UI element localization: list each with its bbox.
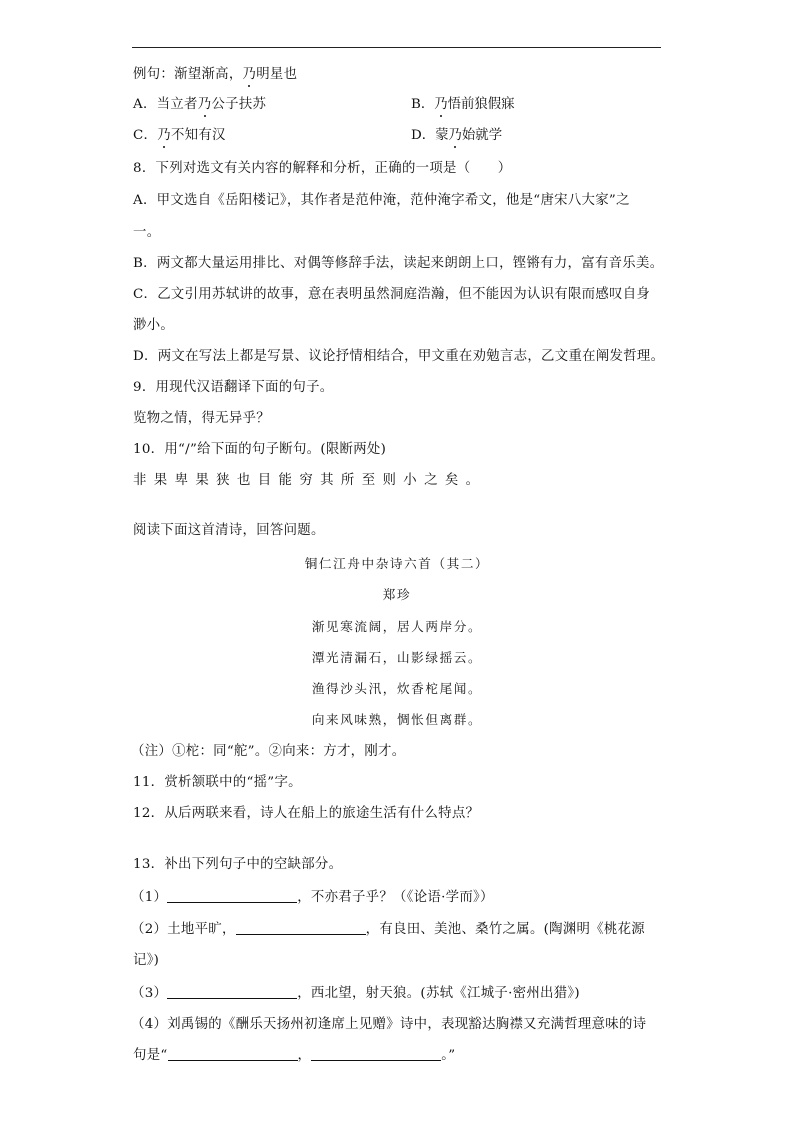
q11-stem: 11．赏析颔联中的“摇”字。 [133, 775, 302, 790]
q13-item-3 [131, 986, 580, 1000]
fill-blank[interactable] [167, 986, 297, 999]
q13-item-1 [131, 890, 494, 904]
poem-intro: 阅读下面这首清诗，回答问题。 [133, 523, 325, 538]
q8-option-c-cont: 渺小。 [133, 318, 175, 333]
q13-item-2 [131, 922, 645, 936]
item-number: （4） [131, 1017, 168, 1032]
q8-option-b: B．两文都大量运用排比、对偶等修辞手法，读起来朗朗上口，铿锵有力，富有音乐美。 [133, 256, 664, 271]
q8-option-a-cont: 一。 [133, 225, 161, 240]
option-letter: B． [411, 97, 435, 112]
q9-sentence: 览物之情，得无异乎？ [133, 411, 270, 426]
item-number: （1） [131, 890, 168, 905]
q7-option-a [133, 98, 266, 111]
q13-stem: 13．补出下列句子中的空缺部分。 [133, 857, 343, 872]
poem-line: 渔得沙头汛，炊香柁尾闻。 [311, 681, 483, 696]
item-text: ， [297, 1048, 312, 1063]
item-text: 刘禹锡的《酬乐天扬州初逢席上见赠》诗中，表现豁达胸襟又充满哲理意味的诗 [167, 1017, 647, 1032]
q9-stem: 9．用现代汉语翻译下面的句子。 [133, 380, 334, 395]
poem-author: 郑珍 [382, 587, 412, 602]
q13-item-2-cont: 记》) [133, 953, 160, 968]
item-number: （3） [131, 986, 168, 1001]
example-marked-char: 乃 [242, 67, 257, 82]
item-text: 句是“ [133, 1048, 168, 1063]
option-marked-char: 乃 [157, 128, 171, 143]
example-prefix: 例句：渐望渐高， [133, 67, 243, 82]
q7-option-d [411, 129, 502, 142]
q7-option-c [133, 129, 226, 142]
option-post: 始就学 [461, 128, 503, 143]
option-pre: 蒙 [435, 128, 449, 143]
fill-blank[interactable] [168, 1048, 298, 1061]
poem-line: 渐见寒流阔，居人两岸分。 [311, 619, 483, 634]
q12-stem: 12．从后两联来看，诗人在船上的旅途生活有什么特点？ [133, 806, 480, 821]
q7-option-b [411, 98, 515, 111]
option-letter: A． [133, 97, 157, 112]
poem-note: （注）①柁：同“舵”。②向来：方才，刚才。 [131, 744, 406, 759]
option-pre: 当立者 [156, 97, 198, 112]
q10-stem: 10．用“/”给下面的句子断句。(限断两处) [133, 442, 387, 457]
item-text: ，不亦君子乎？（《论语·学而》） [297, 890, 494, 905]
q13-item-4 [131, 1018, 646, 1031]
poem-line: 向来风味熟，惆怅但离群。 [311, 712, 483, 727]
item-text: ，有良田、美池、桑竹之属。(陶渊明《桃花源 [365, 922, 645, 937]
q8-option-c: C．乙文引用苏轼讲的故事，意在表明虽然洞庭浩瀚，但不能因为认识有限而感叹自身 [133, 287, 651, 302]
fill-blank[interactable] [236, 922, 366, 935]
item-number: （2） [131, 922, 168, 937]
header-rule [132, 47, 661, 48]
option-marked-char: 乃 [434, 97, 448, 112]
option-marked-char: 乃 [197, 97, 212, 112]
poem-line: 潭光清漏石，山影绿摇云。 [311, 650, 483, 665]
option-post: 不知有汉 [170, 128, 226, 143]
item-text: 。” [441, 1048, 456, 1063]
q8-option-a: A．甲文选自《岳阳楼记》，其作者是范仲淹，范仲淹字希文，他是“唐宋八大家”之 [133, 193, 630, 208]
q8-option-d: D．两文在写法上都是写景、议论抒情相结合，甲文重在劝勉言志，乙文重在阐发哲理。 [133, 349, 665, 364]
option-post: 公子扶苏 [211, 97, 267, 112]
option-marked-char: 乃 [448, 128, 462, 143]
fill-blank[interactable] [311, 1048, 441, 1061]
option-letter: C． [133, 128, 158, 143]
item-text: ，西北望，射天狼。(苏轼《江城子·密州出猎》) [297, 986, 580, 1001]
option-letter: D． [411, 128, 436, 143]
q13-item-4-cont [133, 1048, 455, 1062]
item-text: 土地平旷， [167, 922, 236, 937]
example-suffix: 明星也 [256, 67, 298, 82]
q8-stem: 8．下列对选文有关内容的解释和分析，正确的一项是（ ） [133, 161, 512, 176]
example-sentence [133, 68, 297, 81]
poem-title: 铜仁江舟中杂诗六首（其二） [304, 556, 490, 571]
fill-blank[interactable] [167, 890, 297, 903]
q10-sentence: 非果卑果狭也目能穷其所至则小之矣。 [133, 473, 487, 488]
option-post: 悟前狼假寐 [447, 97, 515, 112]
